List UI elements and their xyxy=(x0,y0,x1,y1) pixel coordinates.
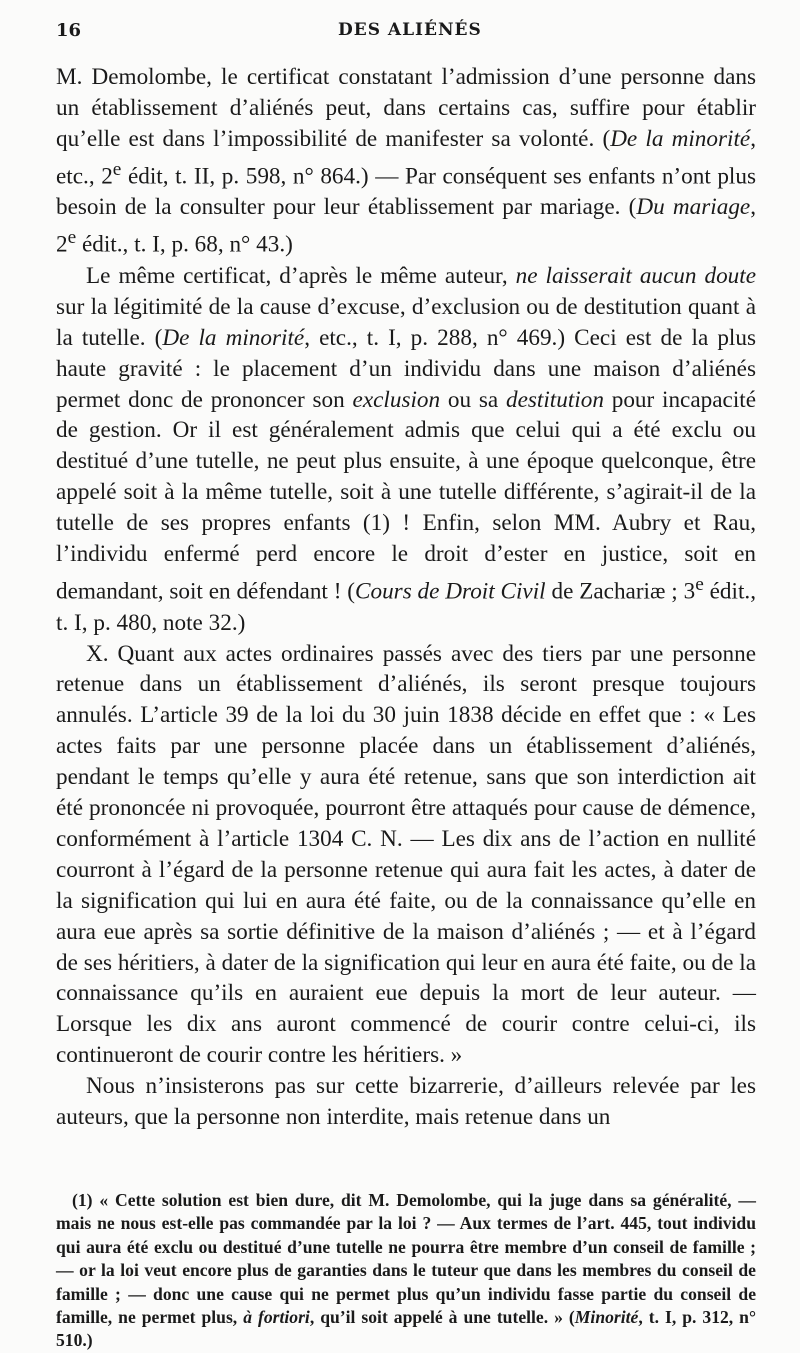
text-run: , etc., t. I, p. 288, n° 469.) Ceci est de la plus haute gravité : le placement d’un individu dans une maison d’aliénés permet donc de prononcer son xyxy=(56,324,756,413)
text-run: de Zachariæ ; 3 xyxy=(545,578,696,605)
text-run: , 2 xyxy=(56,194,756,258)
text-run: M. Demolombe, le certificat constatant l’admission d’une personne dans un établissement d’aliénés peut, dans certains cas, suffire pour établir qu’elle est dans l’impossibilité de manifester sa volonté. ( xyxy=(56,64,756,152)
footnote xyxy=(56,1189,756,1353)
running-head xyxy=(56,14,756,44)
text-run: X. Quant aux actes ordinaires passés avec des tiers par une personne retenue dans un établissement d’aliénés, ils seront presque toujours annulés. L’article 39 de la loi du 30 juin 1838 décide en effet que : « Les actes faits par une personne placée dans un établissement d’aliénés, pendant le temps qu’elle y aura été retenue, sans que son interdiction ait été prononcée ni provoquée, pourront être attaqués pour cause de démence, conformément à l’article 1304 C. N. — Les dix ans de l’action en nullité courront à l’égard de la personne retenue qui aura fait les actes, à dater de la signification qui lui en aura été faite, ou de la connaissance qu’elle en aura eue après sa sortie définitive de la maison d’aliénés ; — et à l’égard de ses héritiers, à dater de la signification qui leur en aura été faite, ou de la connaissance qu’ils en auraient eue depuis la mort de leur auteur. — Lorsque les dix ans auront commencé de courir contre celui-ci, ils continueront de courir contre les héritiers. » xyxy=(56,640,756,1069)
paragraph xyxy=(56,639,756,1072)
paragraph xyxy=(56,1071,756,1133)
footnotes xyxy=(56,1189,756,1353)
text-run: (1) « Cette solution est bien dure, dit M. Demolombe, qui la juge dans sa généralité, — mais ne nous est-elle pas commandée par la loi ? — Aux termes de l’art. 445, tout individu qui aura été exclu ou destitué d’une tutelle ne pourra être membre d’un conseil de famille ; — or la loi veut encore plus de garanties dans le tuteur que dans les membres du conseil de famille ; — donc une cause qui ne permet plus qu’un individu fasse partie du conseil de famille, ne permet plus, xyxy=(56,1190,756,1328)
italic-text: Du mariage xyxy=(636,194,751,221)
superscript: e xyxy=(67,227,77,249)
text-run: édit., t. I, p. 480, note 32.) xyxy=(56,578,757,636)
text-run: , t. I, p. 312, n° 510.) xyxy=(56,1307,757,1351)
italic-text: Cours de Droit Civil xyxy=(355,578,546,605)
italic-text: De la minorité xyxy=(610,125,751,152)
text-run: , qu’il soit appelé à une tutelle. » ( xyxy=(309,1307,575,1328)
paragraph xyxy=(56,62,756,261)
text-run: Le même certificat, d’après le même auteur, xyxy=(86,262,516,289)
paragraph xyxy=(56,261,756,639)
text-run: Nous n’insisterons pas sur cette bizarrerie, d’ailleurs relevée par les auteurs, que la personne non interdite, mais retenue dans un xyxy=(56,1073,756,1131)
text-run: , etc., 2 xyxy=(56,125,756,190)
italic-text: à fortiori xyxy=(243,1307,310,1328)
superscript: e xyxy=(695,573,704,595)
running-title: DES ALIÉNÉS xyxy=(338,20,482,40)
italic-text: exclusion xyxy=(352,386,441,413)
text-run: ou sa xyxy=(440,386,507,413)
body-text xyxy=(56,62,756,1133)
italic-text: De la minorité xyxy=(162,324,305,351)
italic-text: Minorité xyxy=(574,1307,639,1328)
text-run: édit., t. I, p. 68, n° 43.) xyxy=(76,232,293,258)
italic-text: destitution xyxy=(506,386,604,413)
page-number: 16 xyxy=(56,20,82,41)
text-run: édit, t. II, p. 598, n° 864.) — Par conséquent ses enfants n’ont plus besoin de la consulter pour leur établissement par mariage. ( xyxy=(56,163,756,221)
italic-text: ne laisserait aucun doute xyxy=(515,262,756,289)
text-run: pour incapacité de gestion. Or il est généralement admis que celui qui a été exclu ou destitué d’une tutelle, ne peut plus ensuite, à une époque quelconque, être appelé soit à la même tutelle, soit à une tutelle différente, s’agirait-il de la tutelle de ses propres enfants (1) ! Enfin, selon MM. Aubry et Rau, l’individu enfermé perd encore le droit d’ester en justice, soit en demandant, soit en défendant ! ( xyxy=(56,386,756,605)
text-run: sur la légitimité de la cause d’excuse, d’exclusion ou de destitution quant à la tutelle. ( xyxy=(56,293,756,351)
superscript: e xyxy=(112,158,122,180)
